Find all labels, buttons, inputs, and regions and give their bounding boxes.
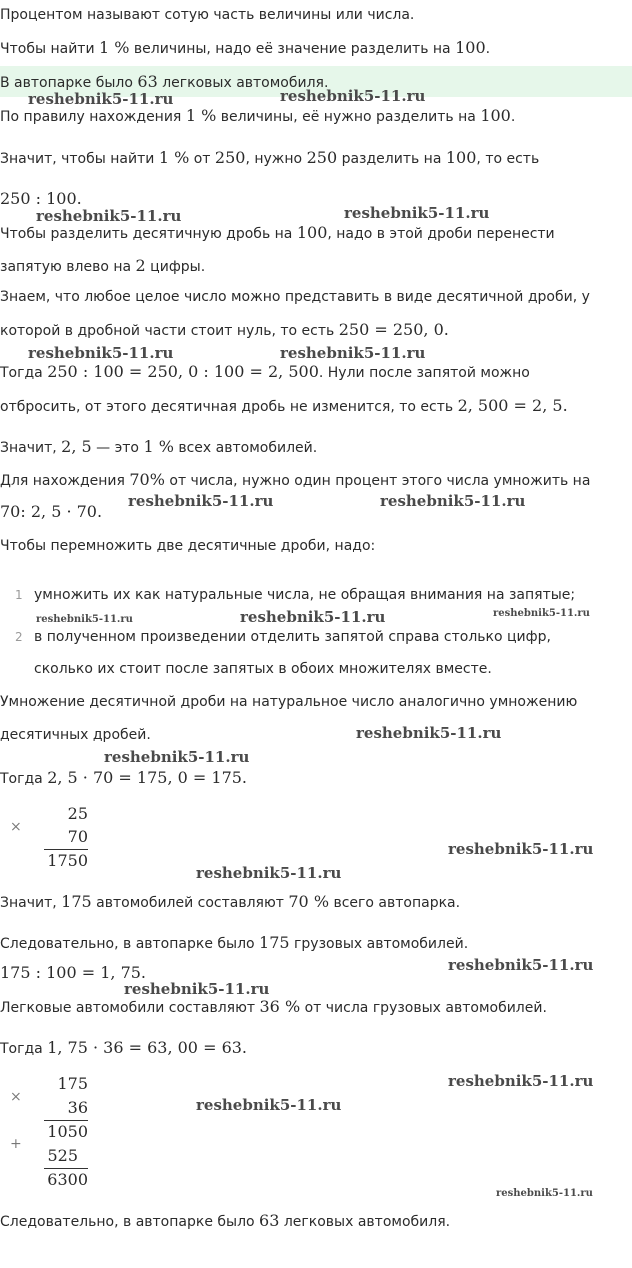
math-line: 70: 2, 5 · 70.: [0, 502, 103, 521]
list-number: 2: [15, 630, 23, 644]
calc-partial: 525: [47, 1146, 78, 1165]
calc-operand: 175: [57, 1074, 88, 1093]
calc-rule: [44, 1120, 88, 1121]
text-line: Следовательно, в автопарке было 175 грузовых автомобилей.: [0, 933, 469, 952]
answer-line: В автопарке было 63 легковых автомобиля.: [0, 72, 329, 91]
list-number: 1: [15, 588, 23, 602]
calc-rule: [44, 1168, 88, 1169]
list-item-continuation: сколько их стоит после запятых в обоих множителях вместе.: [34, 661, 492, 677]
watermark: reshebnik5-11.ru: [240, 608, 386, 626]
watermark: reshebnik5-11.ru: [124, 980, 270, 998]
calc-operand: 36: [67, 1098, 88, 1117]
list-item: умножить их как натуральные числа, не обращая внимания на запятые;: [34, 587, 576, 603]
watermark: reshebnik5-11.ru: [356, 724, 502, 742]
text-line: Следовательно, в автопарке было 63 легковых автомобиля.: [0, 1211, 451, 1230]
calc-result: 1750: [47, 851, 88, 870]
watermark: reshebnik5-11.ru: [128, 492, 274, 510]
text-line: Тогда 250 : 100 = 250, 0 : 100 = 2, 500. Нули после запятой можно: [0, 362, 530, 381]
plus-sign: +: [10, 1136, 22, 1152]
text-line: Умножение десятичной дроби на натуральное число аналогично умножению: [0, 694, 578, 710]
text-line: Процентом называют сотую часть величины или числа.: [0, 7, 415, 23]
text-line: Легковые автомобили составляют 36 % от числа грузовых автомобилей.: [0, 997, 547, 1016]
text-line: Для нахождения 70% от числа, нужно один процент этого числа умножить на: [0, 470, 591, 489]
text-line: отбросить, от этого десятичная дробь не изменится, то есть 2, 500 = 2, 5.: [0, 396, 568, 415]
text-line: По правилу нахождения 1 % величины, её нужно разделить на 100.: [0, 106, 516, 125]
watermark: reshebnik5-11.ru: [196, 1096, 342, 1114]
watermark: reshebnik5-11.ru: [196, 864, 342, 882]
calc-result: 6300: [47, 1170, 88, 1189]
watermark: reshebnik5-11.ru: [448, 956, 594, 974]
watermark: reshebnik5-11.ru: [36, 614, 133, 625]
calc-partial: 1050: [47, 1122, 88, 1141]
list-item: в полученном произведении отделить запятой справа столько цифр,: [34, 629, 551, 645]
text-line: Чтобы найти 1 % величины, надо её значение разделить на 100.: [0, 38, 491, 57]
watermark: reshebnik5-11.ru: [280, 87, 426, 105]
text-line: Значит, 2, 5 — это 1 % всех автомобилей.: [0, 437, 318, 456]
watermark: reshebnik5-11.ru: [448, 1072, 594, 1090]
text-line: Значит, 175 автомобилей составляют 70 % всего автопарка.: [0, 892, 461, 911]
watermark: reshebnik5-11.ru: [104, 748, 250, 766]
text-line: Чтобы перемножить две десятичные дроби, надо:: [0, 538, 376, 554]
text-line: Значит, чтобы найти 1 % от 250, нужно 250 разделить на 100, то есть: [0, 148, 540, 167]
multiply-sign: ×: [10, 819, 22, 835]
text-line: Чтобы разделить десятичную дробь на 100, надо в этой дроби перенести: [0, 223, 555, 242]
watermark: reshebnik5-11.ru: [280, 344, 426, 362]
text-line: которой в дробной части стоит нуль, то есть 250 = 250, 0.: [0, 320, 449, 339]
calc-operand: 25: [67, 804, 88, 823]
calc-rule: [44, 849, 88, 850]
math-line: 175 : 100 = 1, 75.: [0, 963, 147, 982]
watermark: reshebnik5-11.ru: [448, 840, 594, 858]
multiply-sign: ×: [10, 1089, 22, 1105]
watermark: reshebnik5-11.ru: [28, 90, 174, 108]
text-line: запятую влево на 2 цифры.: [0, 256, 206, 275]
text-line: Тогда 1, 75 · 36 = 63, 00 = 63.: [0, 1038, 248, 1057]
watermark: reshebnik5-11.ru: [344, 204, 490, 222]
text-line: десятичных дробей.: [0, 727, 151, 743]
text-line: Знаем, что любое целое число можно представить в виде десятичной дроби, у: [0, 289, 590, 305]
text-line: Тогда 2, 5 · 70 = 175, 0 = 175.: [0, 768, 248, 787]
watermark: reshebnik5-11.ru: [496, 1188, 593, 1199]
watermark: reshebnik5-11.ru: [36, 207, 182, 225]
calc-operand: 70: [67, 827, 88, 846]
watermark: reshebnik5-11.ru: [493, 608, 590, 619]
watermark: reshebnik5-11.ru: [380, 492, 526, 510]
watermark: reshebnik5-11.ru: [28, 344, 174, 362]
math-line: 250 : 100.: [0, 189, 82, 208]
